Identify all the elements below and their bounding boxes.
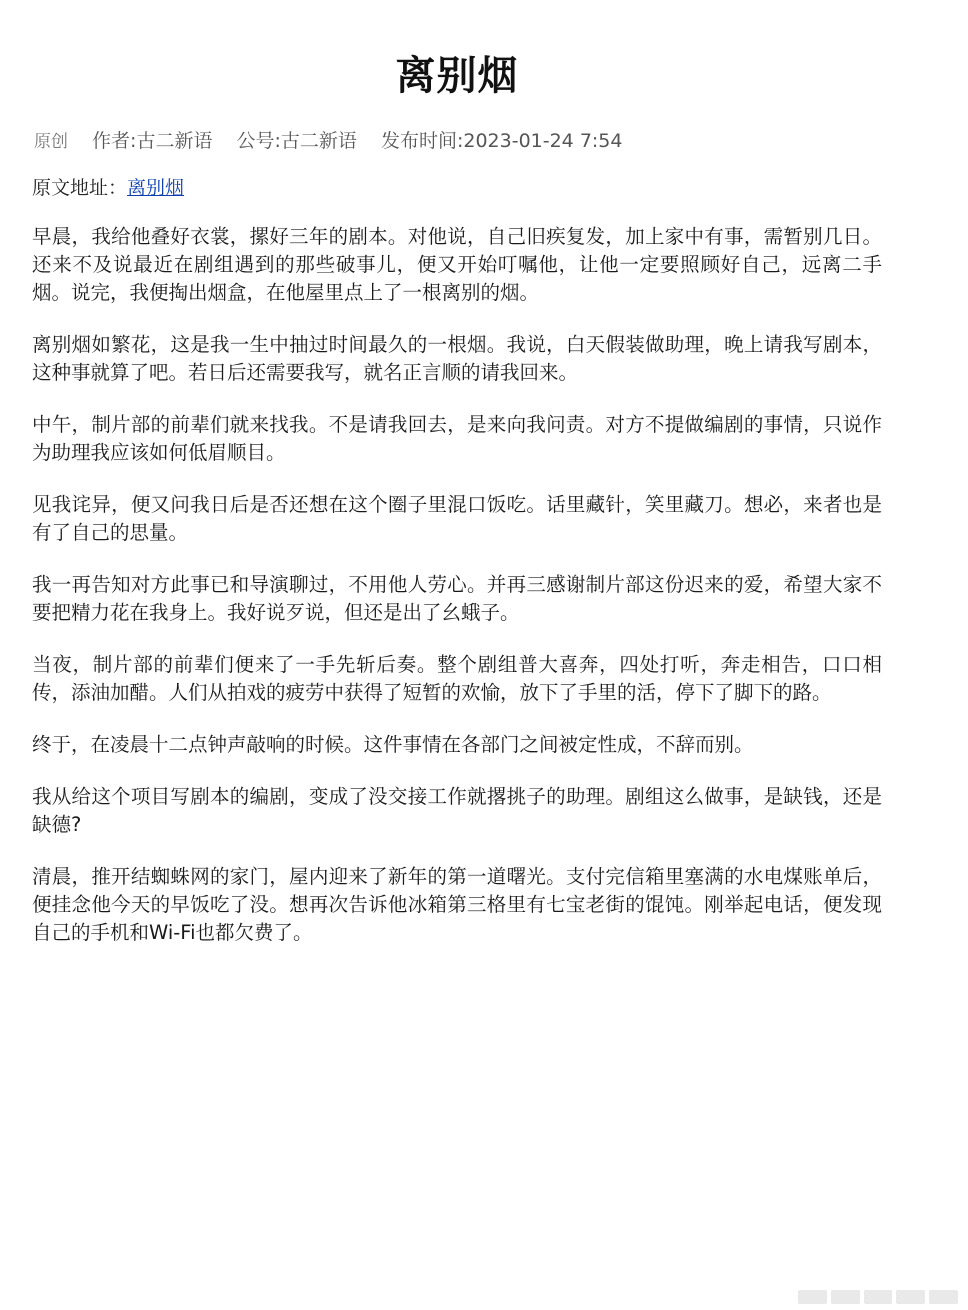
paragraph: 离别烟如繁花，这是我一生中抽过时间最久的一根烟。我说，白天假装做助理，晚上请我写剧本，这种事就算了吧。若日后还需要我写，就名正言顺的请我回来。 xyxy=(32,333,882,384)
paragraph: 早晨，我给他叠好衣裳，摞好三年的剧本。对他说，自己旧疾复发，加上家中有事，需暂别几日。还来不及说最近在剧组遇到的那些破事儿，便又开始叮嘱他，让他一定要照顾好自己，远离二手烟。说完，我便掏出烟盒，在他屋里点上了一根离别的烟。 xyxy=(32,225,882,304)
paragraph: 清晨，推开结蜘蛛网的家门，屋内迎来了新年的第一道曙光。支付完信箱里塞满的水电煤账单后，便挂念他今天的早饭吃了没。想再次告诉他冰箱第三格里有七宝老街的馄饨。刚举起电话，便发现自己的手机和Wi-Fi也都欠费了。 xyxy=(32,865,882,944)
watermark-block xyxy=(831,1290,860,1304)
source-label: 原文地址： xyxy=(32,177,128,199)
watermark-block xyxy=(896,1290,925,1304)
source-link[interactable]: 离别烟 xyxy=(127,177,185,199)
paragraph: 终于，在凌晨十二点钟声敲响的时候。这件事情在各部门之间被定性成，不辞而别。 xyxy=(32,733,754,756)
watermark xyxy=(798,1290,958,1304)
article-body xyxy=(32,223,882,947)
watermark-block xyxy=(929,1290,958,1304)
author-text: 作者:古二新语 xyxy=(92,130,213,152)
article-meta xyxy=(32,128,882,155)
watermark-block xyxy=(798,1290,827,1304)
paragraph: 中午，制片部的前辈们就来找我。不是请我回去，是来向我问责。对方不提做编剧的事情，只说作为助理我应该如何低眉顺目。 xyxy=(32,413,882,464)
article xyxy=(32,48,882,971)
paragraph: 我一再告知对方此事已和导演聊过，不用他人劳心。并再三感谢制片部这份迟来的爱，希望大家不要把精力花在我身上。我好说歹说，但还是出了幺蛾子。 xyxy=(32,573,882,624)
original-tag: 原创 xyxy=(34,132,68,152)
article-title: 离别烟 xyxy=(395,53,519,99)
paragraph: 我从给这个项目写剧本的编剧，变成了没交接工作就撂挑子的助理。剧组这么做事，是缺钱，还是缺德? xyxy=(32,785,882,836)
account-text: 公号:古二新语 xyxy=(236,130,357,152)
watermark-block xyxy=(864,1290,893,1304)
paragraph: 当夜，制片部的前辈们便来了一手先斩后奏。整个剧组普大喜奔，四处打听，奔走相告，口口相传，添油加醋。人们从拍戏的疲劳中获得了短暂的欢愉，放下了手里的活，停下了脚下的路。 xyxy=(32,653,882,704)
paragraph: 见我诧异，便又问我日后是否还想在这个圈子里混口饭吃。话里藏针，笑里藏刀。想必，来者也是有了自己的思量。 xyxy=(32,493,882,544)
source-line xyxy=(32,175,882,201)
publish-time: 发布时间:2023-01-24 7:54 xyxy=(380,130,623,152)
